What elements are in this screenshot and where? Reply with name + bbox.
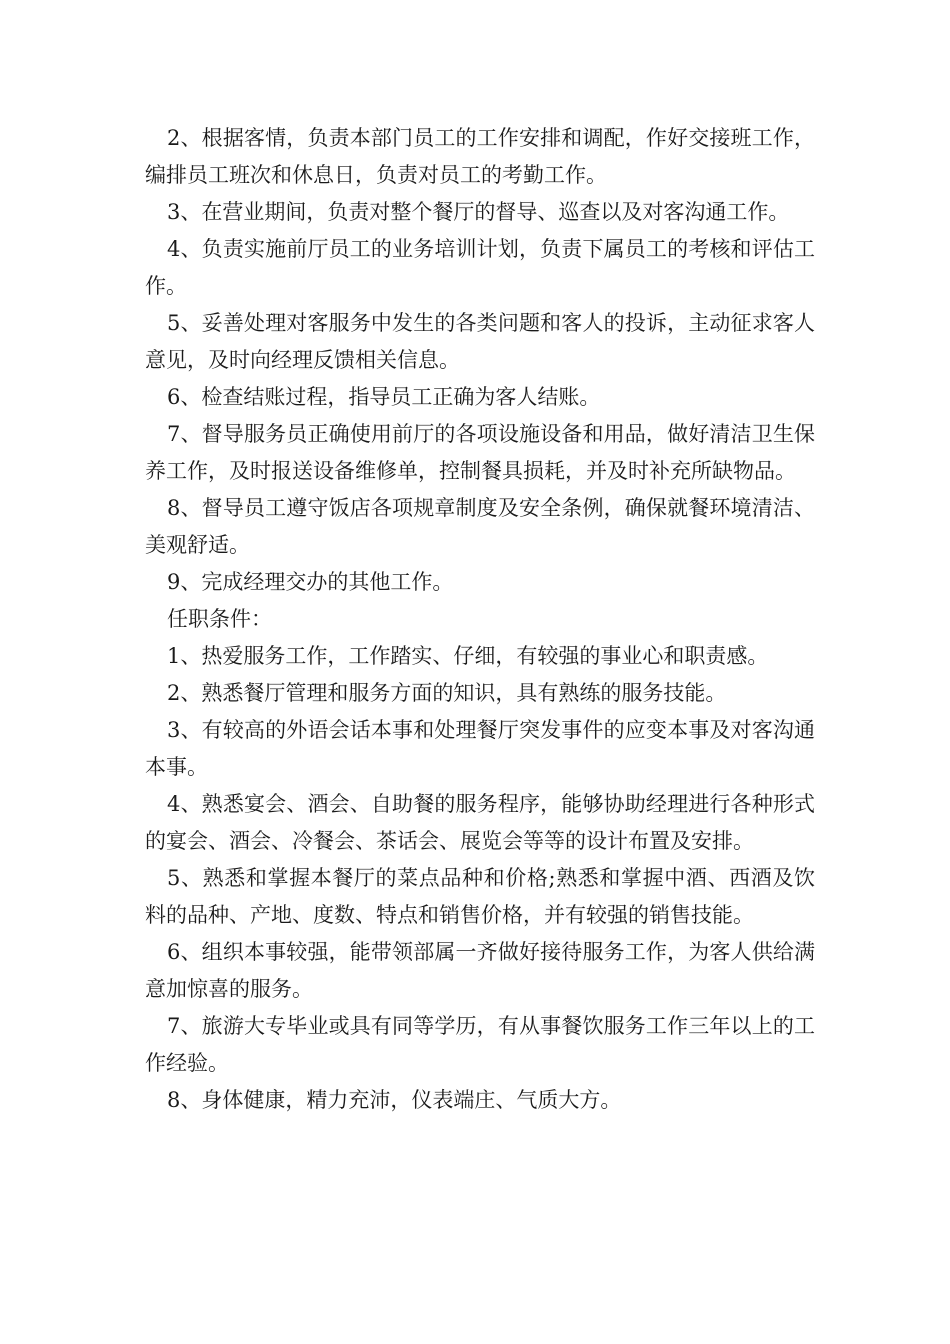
requirement-item-6: 6、组织本事较强，能带领部属一齐做好接待服务工作，为客人供给满意加惊喜的服务。	[145, 940, 815, 1001]
duty-item-8: 8、督导员工遵守饭店各项规章制度及安全条例，确保就餐环境清洁、美观舒适。	[145, 496, 815, 557]
requirement-item-5: 5、熟悉和掌握本餐厅的菜点品种和价格;熟悉和掌握中酒、西酒及饮料的品种、产地、度数、特点和销售价格，并有较强的销售技能。	[145, 866, 815, 927]
duty-item-4: 4、负责实施前厅员工的业务培训计划，负责下属员工的考核和评估工作。	[145, 237, 815, 298]
document-page	[145, 120, 815, 1119]
duty-item-5: 5、妥善处理对客服务中发生的各类问题和客人的投诉，主动征求客人意见，及时向经理反馈相关信息。	[145, 311, 815, 372]
requirements-heading: 任职条件：	[167, 607, 272, 631]
requirement-item-7: 7、旅游大专毕业或具有同等学历，有从事餐饮服务工作三年以上的工作经验。	[145, 1014, 815, 1075]
requirement-item-2: 2、熟悉餐厅管理和服务方面的知识，具有熟练的服务技能。	[167, 681, 727, 705]
requirement-item-3: 3、有较高的外语会话本事和处理餐厅突发事件的应变本事及对客沟通本事。	[145, 718, 815, 779]
requirement-item-1: 1、热爱服务工作，工作踏实、仔细，有较强的事业心和职责感。	[167, 644, 769, 668]
duty-item-6: 6、检查结账过程，指导员工正确为客人结账。	[167, 385, 601, 409]
duty-item-7: 7、督导服务员正确使用前厅的各项设施设备和用品，做好清洁卫生保养工作，及时报送设备维修单，控制餐具损耗，并及时补充所缺物品。	[145, 422, 815, 483]
requirement-item-8: 8、身体健康，精力充沛，仪表端庄、气质大方。	[167, 1088, 622, 1112]
requirement-item-4: 4、熟悉宴会、酒会、自助餐的服务程序，能够协助经理进行各种形式的宴会、酒会、冷餐会、茶话会、展览会等等的设计布置及安排。	[145, 792, 815, 853]
duty-item-9: 9、完成经理交办的其他工作。	[167, 570, 454, 594]
duty-item-3: 3、在营业期间，负责对整个餐厅的督导、巡查以及对客沟通工作。	[167, 200, 790, 224]
duty-item-2: 2、根据客情，负责本部门员工的工作安排和调配，作好交接班工作，编排员工班次和休息日，负责对员工的考勤工作。	[145, 126, 815, 187]
